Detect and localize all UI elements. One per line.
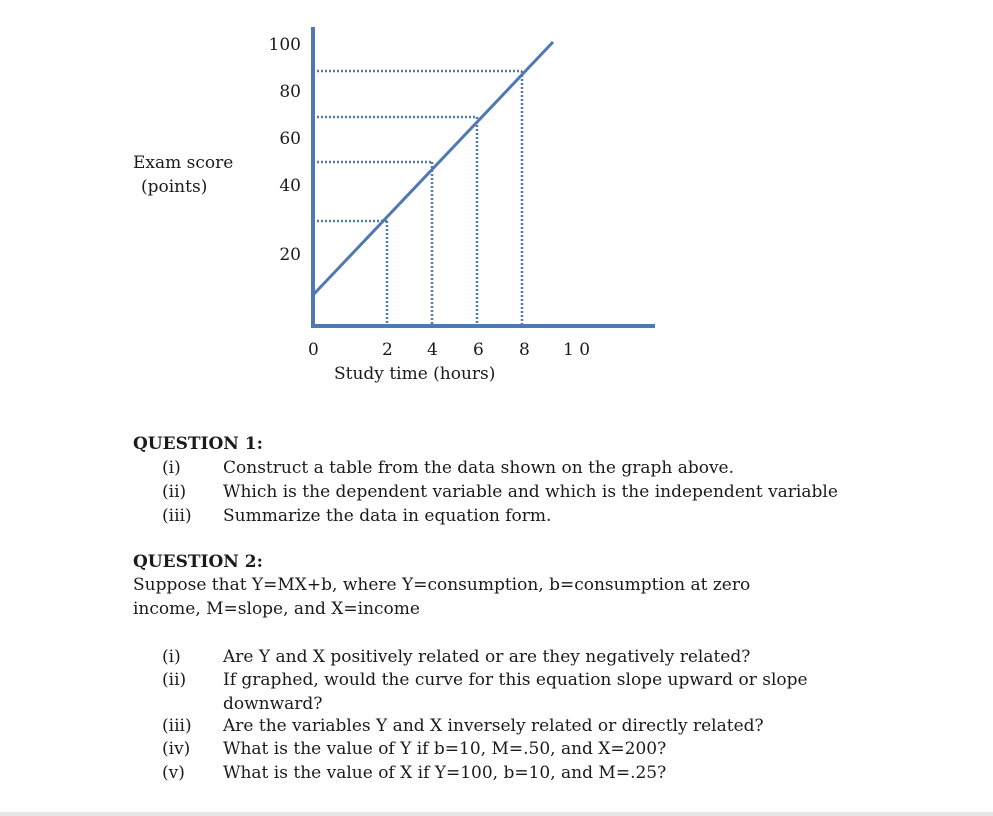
score-trend-line — [313, 42, 553, 295]
q2-item-number: (iii) — [162, 716, 192, 736]
q2-item-number: (iv) — [162, 739, 191, 759]
x-tick-10: 1 0 — [563, 340, 591, 360]
q1-item-number: (i) — [162, 458, 181, 478]
q1-item-number: (ii) — [162, 482, 187, 502]
q2-item-text: Are Y and X positively related or are they negatively related? — [223, 647, 751, 667]
q2-item-number: (i) — [162, 647, 181, 667]
q2-item-text: If graphed, would the curve for this equation slope upward or slope downward? — [223, 670, 808, 714]
y-tick-40: 40 — [279, 176, 301, 196]
y-axis-label-line1: Exam score — [133, 153, 234, 173]
y-tick-20: 20 — [279, 245, 301, 265]
q1-item-number: (iii) — [162, 506, 192, 526]
x-tick-2: 2 — [382, 340, 393, 360]
question-1-heading: QUESTION 1: — [133, 434, 263, 454]
q2-item-number: (ii) — [162, 670, 187, 690]
x-axis-label: Study time (hours) — [334, 364, 496, 384]
x-tick-4: 4 — [427, 340, 438, 360]
q2-item-text: Are the variables Y and X inversely related or directly related? — [223, 716, 764, 736]
y-tick-80: 80 — [279, 82, 301, 102]
question-2-intro: Suppose that Y=MX+b, where Y=consumption, b=consumption at zero income, M=slope, and X=income — [133, 575, 751, 619]
y-tick-100: 100 — [268, 35, 301, 55]
question-2-heading: QUESTION 2: — [133, 552, 263, 572]
q1-item-text: Summarize the data in equation form. — [223, 506, 552, 526]
page-bottom-border — [0, 812, 993, 816]
q2-item-text: What is the value of X if Y=100, b=10, and M=.25? — [223, 763, 667, 783]
x-tick-0: 0 — [308, 340, 319, 360]
x-tick-6: 6 — [473, 340, 484, 360]
x-tick-8: 8 — [519, 340, 530, 360]
y-axis-label-line2: (points) — [141, 177, 208, 197]
q1-item-text: Construct a table from the data shown on the graph above. — [223, 458, 735, 478]
q2-item-number: (v) — [162, 763, 185, 783]
q1-item-text: Which is the dependent variable and which is the independent variable — [223, 482, 838, 502]
q2-item-text: What is the value of Y if b=10, M=.50, and X=200? — [223, 739, 667, 759]
y-tick-60: 60 — [279, 129, 301, 149]
